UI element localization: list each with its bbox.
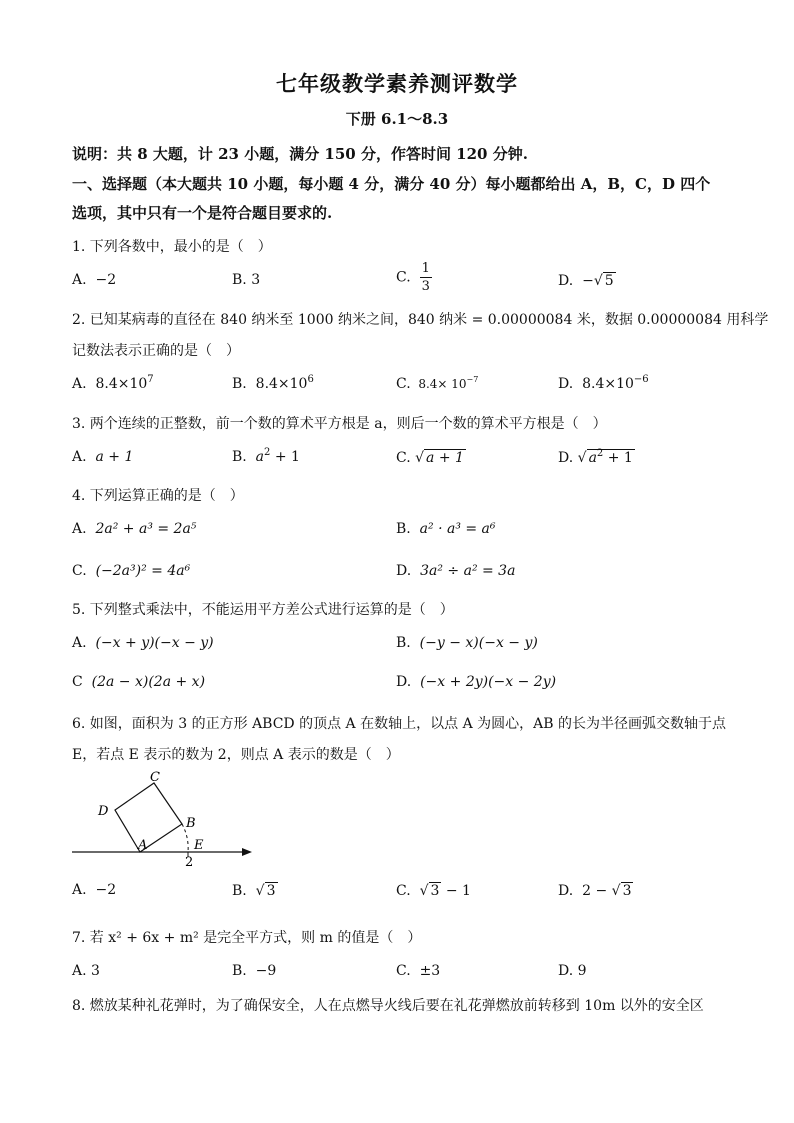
q2-option-b: B. $8.4\times 10^6$ [232, 374, 314, 392]
page-title: 七年级教学素养测评数学 [276, 71, 518, 96]
sqrt-symbol: √ 3 [611, 883, 632, 899]
q5-option-b: B. (−y − x)(−x − y) [396, 635, 538, 651]
sqrt-symbol: √ 5 [593, 273, 614, 289]
q4-option-c: C. (−2a³)² = 4a⁶ [72, 563, 191, 579]
label-two: 2 [185, 855, 194, 870]
section-heading-line1: 一、选择题（本大题共 10 小题，每小题 4 分，满分 40 分）每小题都给出 A，B，C，D 四个 [72, 175, 711, 193]
sqrt-symbol: √ 3 [255, 883, 276, 899]
question-4-stem: 4. 下列运算正确的是（ ） [72, 488, 244, 504]
q2-option-c: C. $8.4\times 10^{-7}$ [396, 375, 479, 392]
question-6-stem-line2: E，若点 E 表示的数为 2，则点 A 表示的数是（ ） [72, 747, 400, 763]
square-on-number-line-figure [68, 765, 268, 870]
label-d: D [98, 804, 109, 819]
question-3-stem: 3. 两个连续的正整数，前一个数的算术平方根是 a，则后一个数的算术平方根是（ ） [72, 416, 607, 432]
exam-instructions: 说明：共 8 大题，计 23 小题，满分 150 分，作答时间 120 分钟. [72, 145, 528, 163]
q1-option-b: B. 3 [232, 272, 261, 288]
label-a: A [138, 838, 148, 853]
q2-option-a: A. $8.4\times 10^7$ [72, 374, 154, 392]
page-subtitle: 下册 6.1～8.3 [345, 110, 449, 128]
q3-option-b: B. $a^2 + 1$ [232, 447, 300, 465]
question-5-stem: 5. 下列整式乘法中，不能运用平方差公式进行运算的是（ ） [72, 602, 454, 618]
q5-option-d: D. (−x + 2y)(−x − 2y) [396, 674, 557, 690]
square-abcd [115, 783, 182, 852]
q5-option-c: C (2a − x)(2a + x) [72, 674, 206, 690]
q7-option-b: B. −9 [232, 963, 277, 979]
q6-option-b: B. √ 3 [232, 883, 276, 899]
question-7-stem: 7. 若 x² + 6x + m² 是完全平方式，则 m 的值是（ ） [72, 930, 422, 946]
label-e: E [194, 838, 204, 853]
sqrt-symbol: √ a + 1 [415, 450, 464, 466]
label-b: B [186, 816, 196, 831]
question-1-stem: 1. 下列各数中，最小的是（ ） [72, 239, 272, 255]
q3-option-d: D. √ $a^2 + 1$ [558, 448, 633, 466]
q4-option-a: A. 2a² + a³ = 2a⁵ [72, 521, 197, 537]
number-line-arrow [242, 848, 252, 856]
label-c: C [150, 770, 160, 785]
q4-option-b: B. a² · a³ = a⁶ [396, 521, 496, 537]
sqrt-symbol: √ 3 [419, 883, 440, 899]
q7-option-c: C. ±3 [396, 963, 441, 979]
question-2-stem-line1: 2. 已知某病毒的直径在 840 纳米至 1000 纳米之间，840 纳米 = 0.00000084 米，数据 0.00000084 用科学 [72, 312, 769, 328]
q6-option-a: A. −2 [72, 882, 117, 898]
q6-option-d: D. 2 − √ 3 [558, 883, 632, 899]
q1-option-c: C. $\frac{1}{3}$ [396, 261, 430, 294]
question-8-stem: 8. 燃放某种礼花弹时，为了确保安全，人在点燃导火线后要在礼花弹燃放前转移到 10m 以外的安全区 [72, 998, 704, 1014]
q5-option-a: A. (−x + y)(−x − y) [72, 635, 214, 651]
q1-option-d: D. −√ 5 [558, 273, 614, 289]
q3-option-a: A. a + 1 [72, 449, 134, 465]
q7-option-a: A. 3 [72, 963, 100, 979]
q4-option-d: D. 3a² ÷ a² = 3a [396, 563, 516, 579]
q6-option-c: C. √ 3 − 1 [396, 883, 471, 899]
section-heading-line2: 选项，其中只有一个是符合题目要求的. [72, 204, 333, 222]
fraction-one-third: $\frac{1}{3}$ [421, 261, 430, 294]
question-2-stem-line2: 记数法表示正确的是（ ） [72, 343, 240, 359]
question-6-stem-line1: 6. 如图，面积为 3 的正方形 ABCD 的顶点 A 在数轴上，以点 A 为圆心，AB 的长为半径画弧交数轴于点 [72, 716, 726, 732]
q2-option-d: D. $8.4\times 10^{-6}$ [558, 374, 649, 392]
q7-option-d: D. 9 [558, 963, 587, 979]
q1-option-a: A. −2 [72, 272, 117, 288]
q3-option-c: C. √ a + 1 [396, 450, 464, 466]
sqrt-symbol: √ $a^2 + 1$ [577, 448, 633, 466]
